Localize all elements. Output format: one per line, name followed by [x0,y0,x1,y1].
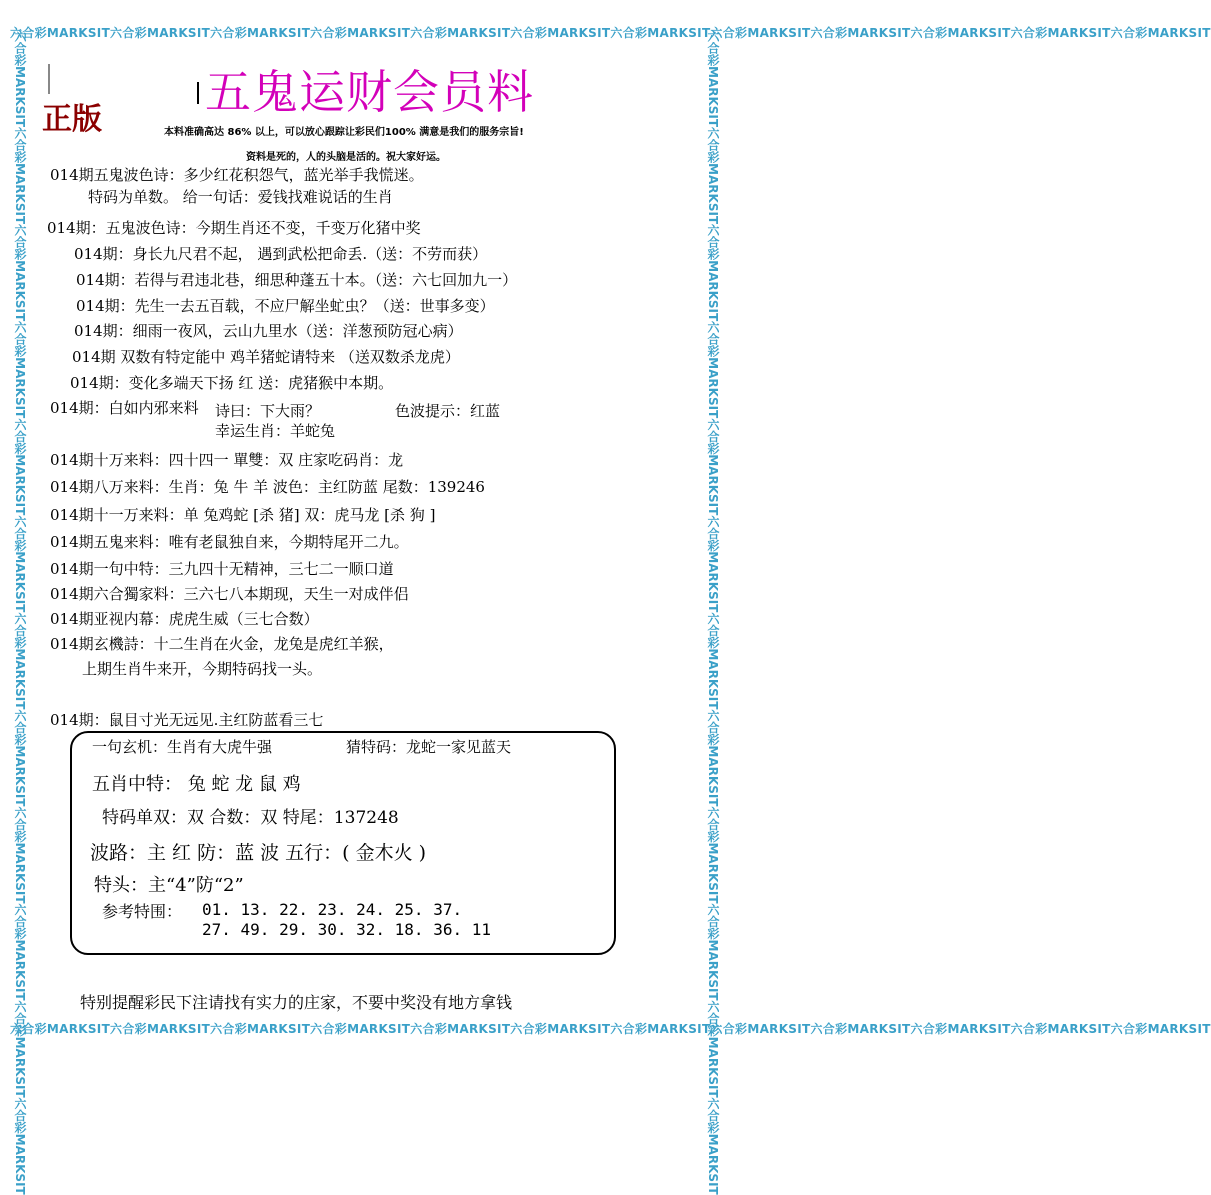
list-item: 014期一句中特：三九四十无精神，三七二一顺口道 [50,560,394,578]
danshuang-line: 特码单双：双 合数：双 特尾：137248 [102,808,399,828]
list-item: 014期亚视内幕：虎虎生威（三七合数） [50,610,319,628]
list-item: 014期玄機詩：十二生肖在火金，龙兔是虎红羊猴， [50,635,394,653]
list-item: 诗曰：下大雨？ [215,402,321,420]
tetou-line: 特头：主“4”防“2” [94,875,244,896]
list-item: 特码为单数。 给一句话：爱钱找难说话的生肖 [88,188,393,206]
list-item: 014期八万来料：生肖：兔 牛 羊 波色：主红防蓝 尾数：139246 [50,478,485,496]
list-item: 014期 双数有特定能中 鸡羊猪蛇请特来 （送双数杀龙虎） [72,348,460,366]
list-item: 014期：变化多端天下扬 红 送：虎猪猴中本期。 [70,374,394,392]
list-item: 幸运生肖：羊蛇兔 [215,422,336,440]
list-item: 014期：五鬼波色诗：今期生肖还不变，千变万化猪中奖 [47,219,421,237]
list-item: 014期五鬼来料：唯有老鼠独自来，今期特尾开二九。 [50,533,409,551]
list-item: 014期十万来料：四十四一 單雙：双 庄家吃码肖：龙 [50,451,404,469]
caite-line: 猜特码：龙蛇一家见蓝天 [346,738,512,756]
top-border: 六合彩MARKSIT六合彩MARKSIT六合彩MARKSIT六合彩MARKSIT六合彩MARKSIT六合彩MARKSIT六合彩MARKSIT六合彩MARKSIT六合彩MARKSIT六合彩MARKSIT六合彩MARKSIT六合彩MARKSIT [10,26,1211,40]
list-item: 014期：先生一去五百载，不应尸解坐虻虫？（送：世事多变） [76,297,495,315]
right-border: 六合彩MARKSIT六合彩MARKSIT六合彩MARKSIT六合彩MARKSIT六合彩MARKSIT六合彩MARKSIT六合彩MARKSIT六合彩MARKSIT六合彩MARKSIT六合彩MARKSIT六合彩MARKSIT六合彩MARKSIT [706,30,720,1195]
footer-notice: 特别提醒彩民下注请找有实力的庄家，不要中奖没有地方拿钱 [80,993,513,1012]
list-item: 014期十一万来料：单 兔鸡蛇 [杀 猪] 双：虎马龙 [杀 狗 ] [50,506,436,524]
list-item: 014期：身长九尺君不起， 遇到武松把命丢.（送：不劳而获） [74,245,488,263]
bottom-border: 六合彩MARKSIT六合彩MARKSIT六合彩MARKSIT六合彩MARKSIT六合彩MARKSIT六合彩MARKSIT六合彩MARKSIT六合彩MARKSIT六合彩MARKSIT六合彩MARKSIT六合彩MARKSIT六合彩MARKSIT [10,1022,1211,1036]
cankao-numbers-2: 27. 49. 29. 30. 32. 18. 36. 11 [202,920,491,939]
left-border: 六合彩MARKSIT六合彩MARKSIT六合彩MARKSIT六合彩MARKSIT六合彩MARKSIT六合彩MARKSIT六合彩MARKSIT六合彩MARKSIT六合彩MARKSIT六合彩MARKSIT六合彩MARKSIT六合彩MARKSIT [13,30,27,1195]
list-item: 014期：白如内邪来料 [50,399,199,417]
list-item: 014期六合獨家料：三六七八本期现，天生一对成伴侣 [50,585,409,603]
cankao-numbers-1: 01. 13. 22. 23. 24. 25. 37. [202,900,463,919]
list-item: 上期生肖牛来开，今期特码找一头。 [82,660,323,678]
page-title: 五鬼运财会员料 [205,65,534,119]
list-item: 014期：若得与君违北巷，细思种蓬五十本。（送：六七回加九一） [76,271,518,289]
list-item: 色波提示：红蓝 [395,402,501,420]
brand-label: 正版 [42,102,102,137]
divider-mark [197,82,199,104]
wuxiao-line: 五肖中特： 兔 蛇 龙 鼠 鸡 [92,774,301,795]
summary-box [70,731,616,955]
list-item: 014期五鬼波色诗：多少红花积怨气，蓝光举手我慌迷。 [50,166,424,184]
bolu-line: 波路：主 红 防：蓝 波 五行：( 金木火 ) [90,842,427,864]
cankao-label: 参考特围： [102,902,183,921]
list-item: 014期：细雨一夜风，云山九里水（送：洋葱预防冠心病） [74,322,463,340]
xuanji-line: 一句玄机：生肖有大虎牛强 [92,738,273,756]
tagline-2: 资料是死的，人的头脑是活的。祝大家好运。 [246,152,446,163]
tagline: 本料准确高达 86% 以上，可以放心跟踪让彩民们100% 满意是我们的服务宗旨! [164,127,524,138]
divider-mark [48,64,50,94]
list-item: 014期：鼠目寸光无远见.主红防蓝看三七 [50,711,324,729]
